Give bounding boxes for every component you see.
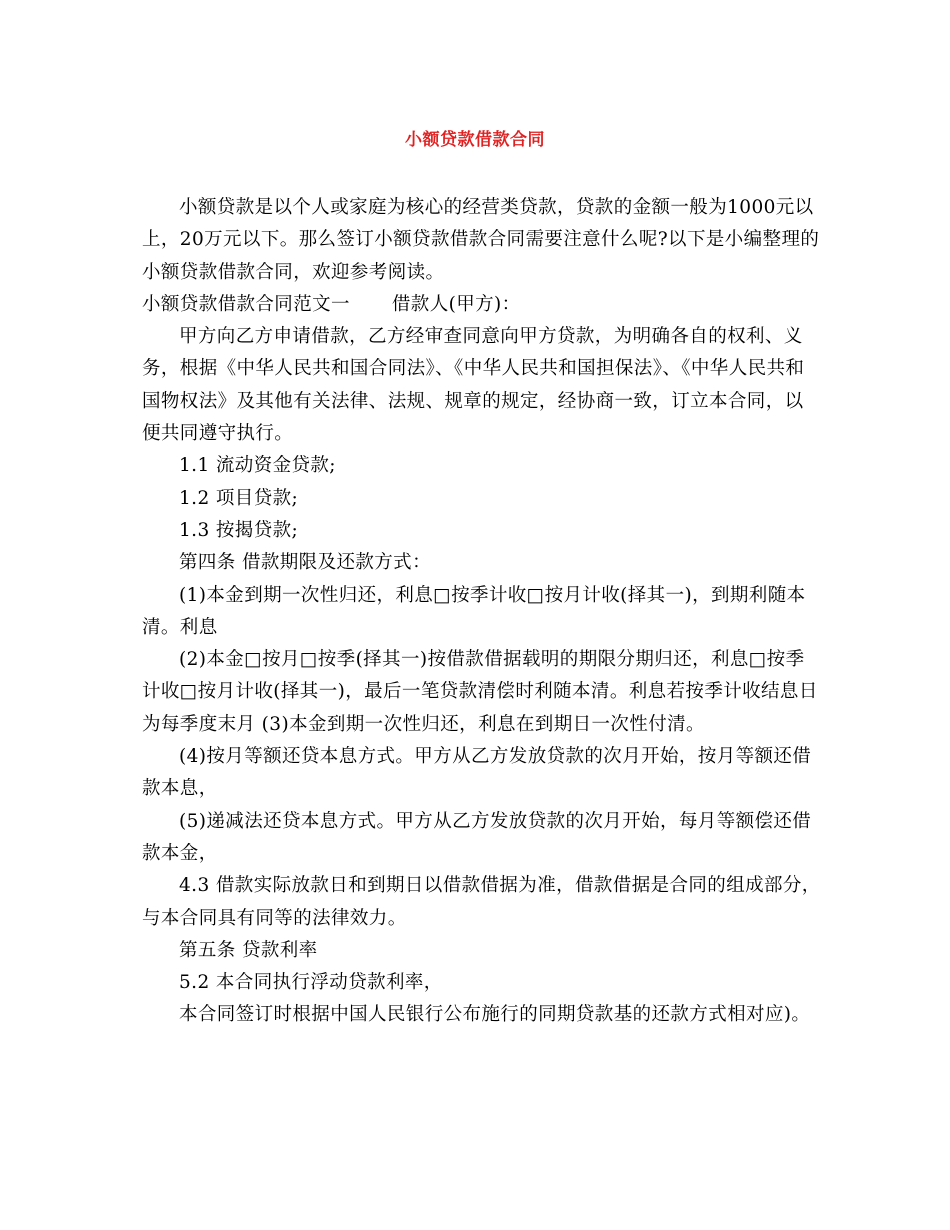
paragraph-repay-4: (4)按月等额还贷本息方式。甲方从乙方发放贷款的次月开始，按月等额还借款本息，: [142, 746, 812, 800]
paragraph-repay-2: (2)本金□按月□按季(择其一)按借款借据载明的期限分期归还，利息□按季计收□按月计收(择其一)，最后一笔贷款清偿时利随本清。利息若按季计收结息日为每季度末月 (3)本金到期一次性归还，利息在到期日一次性付清。: [142, 649, 818, 735]
paragraph-article-4: 第四条 借款期限及还款方式：: [179, 552, 431, 574]
intro-paragraph: 小额贷款是以个人或家庭为核心的经营类贷款，贷款的金额一般为1000元以上，20万元以下。那么签订小额贷款借款合同需要注意什么呢?以下是小编整理的小额贷款借款合同，欢迎参考阅读。: [142, 197, 820, 283]
sample-heading: 小额贷款借款合同范文一: [142, 293, 350, 315]
paragraph-purpose: 甲方向乙方申请借款，乙方经审查同意向甲方贷款，为明确各自的权利、义务，根据《中华人民共和国合同法》、《中华人民共和国担保法》、《中华人民共和国物权法》及其他有关法律、法规、规章的规定，经协商一致，订立本合同，以便共同遵守执行。: [142, 326, 805, 445]
paragraph-item-4-3: 4.3 借款实际放款日和到期日以借款借据为准，借款借据是合同的组成部分，与本合同具有同等的法律效力。: [142, 875, 821, 929]
sample-heading-line: [142, 289, 822, 321]
paragraph-article-5: 第五条 贷款利率: [179, 939, 318, 961]
paragraph-repay-5: (5)递减法还贷本息方式。甲方从乙方发放贷款的次月开始，每月等额偿还借款本金，: [142, 810, 812, 864]
paragraph-item-1-3: 1.3 按揭贷款;: [179, 519, 299, 541]
paragraph-rate-basis: 本合同签订时根据中国人民银行公布施行的同期贷款基的还款方式相对应)。: [179, 1004, 811, 1026]
paragraph-repay-1: (1)本金到期一次性归还，利息□按季计收□按月计收(择其一)，到期利随本清。利息: [142, 584, 806, 638]
paragraph-item-5-2: 5.2 本合同执行浮动贷款利率，: [179, 972, 443, 994]
paragraph-item-1-1: 1.1 流动资金贷款;: [179, 455, 336, 477]
document-title: 小额贷款借款合同: [405, 130, 545, 150]
borrower-label: 借款人(甲方)：: [391, 293, 521, 315]
document-body: [142, 192, 822, 1032]
paragraph-item-1-2: 1.2 项目贷款;: [179, 487, 299, 509]
